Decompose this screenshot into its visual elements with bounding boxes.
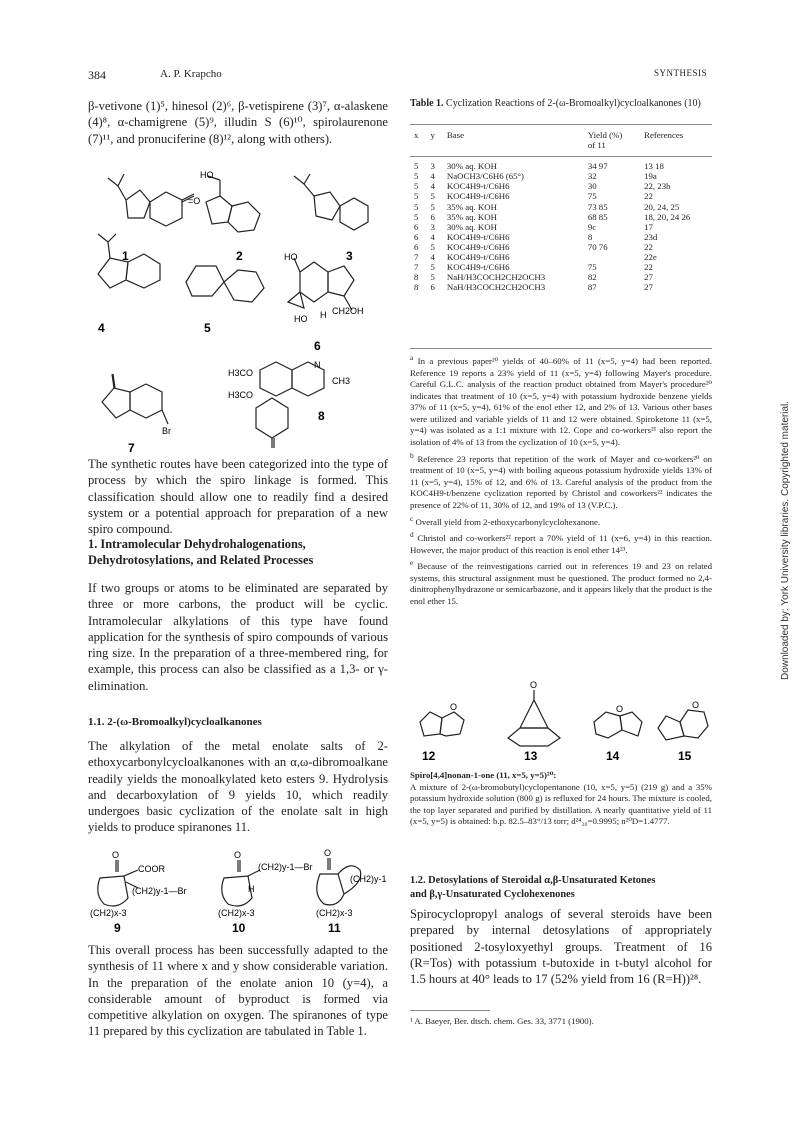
scheme-9-ring-label: (CH2)x-3 xyxy=(90,908,127,918)
struct-4-ring-b xyxy=(126,254,160,288)
table-cell-yield: 87 xyxy=(587,282,597,293)
struct-label-3: 3 xyxy=(346,249,353,263)
struct-6-ring-b xyxy=(328,266,354,296)
footnote-text: Christol and co-workers²² report a 70% yield of 11 (x=6, y=4) in this reaction. However, the major product of this reaction is enol ether 14²³. xyxy=(410,533,713,555)
table-cell-x: 5 xyxy=(414,191,419,202)
table-cell-refs: 22, 23b xyxy=(644,181,671,192)
table-cell-refs: 27 xyxy=(644,282,653,293)
struct-1-ring-b xyxy=(150,192,182,226)
table-row xyxy=(410,232,712,242)
section-1-title: 1. Intramolecular Dehydrohalogenations, Dehydrotosylations, and Related Processes xyxy=(88,537,314,567)
subsection-1-1-paragraph: The alkylation of the metal enolate salts of 2-ethoxycarbonylcycloalkanones with an α,ω-dibromoalkane readily yields the monoalkylated keto esters 9. Hydrolysis and decarboxylation of 9 yields 10, which readily undergoes basic cyclization of the enolate salt in high yields to produce spiranones 11. xyxy=(88,739,388,835)
scheme-9-10-11 xyxy=(88,848,388,934)
struct-8-dienone xyxy=(256,398,288,438)
struct-6-cyclopropane xyxy=(288,292,304,308)
table-cell-x: 6 xyxy=(414,241,419,252)
table-cell-base: KOC4H9-t/C6H6 xyxy=(446,252,510,263)
table-cell-refs: 20, 24, 25 xyxy=(644,201,680,212)
struct-15-ring-a xyxy=(680,710,708,738)
struct-15-ring-b xyxy=(658,716,684,740)
table-cell-x: 5 xyxy=(414,201,419,212)
table-cell-base: 30% aq. KOH xyxy=(446,161,497,172)
table-cell-yield: 68 85 xyxy=(587,211,608,222)
table-cell-yield: 34 97 xyxy=(587,161,608,172)
table-cell-yield: 75 xyxy=(587,191,597,202)
table-cell-base: KOC4H9-t/C6H6 xyxy=(446,262,510,273)
struct-label-8: 8 xyxy=(318,409,325,423)
struct-label-14: 14 xyxy=(606,749,620,763)
table-cell-yield: 70 76 xyxy=(587,241,608,252)
table-row xyxy=(410,202,712,212)
scheme-9-ring xyxy=(98,876,128,906)
section-1-2-title: 1.2. Detosylations of Steroidal α,β-Unsaturated Ketones and β,γ-Unsaturated Cyclohexenones xyxy=(410,875,656,900)
struct-2-ring-b xyxy=(228,202,260,232)
table-cell-refs: 22 xyxy=(644,262,653,273)
table-cell-y: 3 xyxy=(430,221,435,232)
struct-label-7: 7 xyxy=(128,441,135,455)
table-row xyxy=(410,171,712,181)
table-row xyxy=(410,252,712,262)
scheme-11-o: O xyxy=(324,848,332,858)
table-cell-y: 4 xyxy=(430,181,435,192)
table-row xyxy=(410,262,712,272)
scheme-label-10: 10 xyxy=(232,921,246,935)
enol-ether-structures xyxy=(410,680,712,764)
footnote-rule xyxy=(410,1010,490,1011)
footnote-text: Overall yield from 2-ethoxycarbonylcyclohexanone. xyxy=(415,516,601,527)
table-cell-x: 5 xyxy=(414,161,419,172)
table-cell-x: 5 xyxy=(414,171,419,182)
table-cell-x: 8 xyxy=(414,282,419,293)
final-paragraph: This overall process has been successfully adapted to the synthesis of 11 where x and y show considerable variation. In the preparation of the enolate anion 10 (y=4), a considerable amount of byproduct is formed via competitive alkylation on oxygen. The spiranones of type 11 prepared by this cyclization are tabulated in Table 1. xyxy=(88,943,388,1039)
table-cell-yield: 8 xyxy=(587,231,593,242)
table-row xyxy=(410,161,712,171)
subsection-1-1-title: 1.1. 2-(ω-Bromoalkyl)cycloalkanones xyxy=(88,716,262,728)
struct-label-4: 4 xyxy=(98,321,105,335)
scheme-9-coor: COOR xyxy=(138,864,165,874)
scheme-10-chain: (CH2)y-1—Br xyxy=(258,862,313,872)
struct-8-n: N xyxy=(314,360,321,370)
table-cell-y: 5 xyxy=(430,201,435,212)
table-cell-refs: 18, 20, 24 26 xyxy=(644,211,691,222)
table-cell-yield: 30 xyxy=(587,181,597,192)
struct-14-ring-b xyxy=(620,712,642,736)
table-cell-y: 4 xyxy=(430,252,435,263)
struct-6-ring-a xyxy=(300,262,328,302)
table-cell-y: 4 xyxy=(430,231,435,242)
struct-14-ring-a xyxy=(594,712,622,738)
footnote-text: Because of the reinvestigations carried out in references 19 and 23 on related systems, this structural assignment must be questioned. The product formed no 2,4-dinitrophenylhydrazone or semicarbazone, and it appears likely that the product is the enol ether 15. xyxy=(410,561,712,606)
table-footnote xyxy=(410,352,712,449)
struct-12-ring-a xyxy=(420,712,442,736)
struct-label-13: 13 xyxy=(524,749,538,763)
struct-7-ring-a xyxy=(102,388,130,418)
table-cell-base: NaH/H3COCH2CH2OCH3 xyxy=(446,282,546,293)
scheme-label-11: 11 xyxy=(328,921,341,935)
table-row xyxy=(410,242,712,252)
struct-6-ho-bottom: HO xyxy=(294,314,308,324)
table-cell-refs: 22e xyxy=(644,252,657,263)
scheme-10-ring-label: (CH2)x-3 xyxy=(218,908,255,918)
table-cell-refs: 27 xyxy=(644,272,653,283)
table-row xyxy=(410,222,712,232)
struct-8-h3co-2: H3CO xyxy=(228,390,254,400)
table-cell-y: 6 xyxy=(430,211,435,222)
table-cell-x: 5 xyxy=(414,181,419,192)
table-cell-x: 6 xyxy=(414,221,419,232)
struct-6-h: H xyxy=(320,310,327,320)
struct-label-2: 2 xyxy=(236,249,243,263)
struct-6-ho-top: HO xyxy=(284,252,298,262)
struct-13-bicyclic xyxy=(520,700,548,728)
table-cell-base: NaOCH3/C6H6 (65°) xyxy=(446,171,524,182)
running-journal: SYNTHESIS xyxy=(654,68,708,78)
footnote-mark: d xyxy=(410,530,414,540)
scheme-11-ring-a xyxy=(317,874,344,905)
struct-label-12: 12 xyxy=(422,749,436,763)
table-footnote xyxy=(410,529,712,556)
experimental-block xyxy=(410,770,712,828)
table-cell-refs: 22 xyxy=(644,241,653,252)
table-cell-base: 30% aq. KOH xyxy=(446,221,497,232)
struct-5-ring-a xyxy=(186,266,224,296)
footnote-mark: b xyxy=(410,450,414,460)
struct-label-15: 15 xyxy=(678,749,692,763)
table-cell-yield: 82 xyxy=(587,272,597,283)
struct-13-base xyxy=(508,728,560,746)
table-1-body xyxy=(410,161,712,292)
footnote-mark: a xyxy=(410,353,414,362)
table-1 xyxy=(410,130,712,292)
struct-2-ho: HO xyxy=(200,170,214,180)
table-cell-y: 5 xyxy=(430,241,435,252)
table-cell-y: 6 xyxy=(430,282,435,293)
table-cell-x: 5 xyxy=(414,211,419,222)
struct-12-ring-b xyxy=(440,712,464,736)
struct-13-o: O xyxy=(530,680,538,690)
table-cell-base: NaH/H3COCH2CH2OCH3 xyxy=(446,272,546,283)
table-cell-x: 7 xyxy=(414,252,419,263)
footnote-mark: c xyxy=(410,513,414,523)
struct-1-ring-a xyxy=(126,190,150,218)
table-cell-refs: 22 xyxy=(644,191,653,202)
struct-8-ch3: CH3 xyxy=(332,376,351,386)
struct-label-5: 5 xyxy=(204,321,211,335)
intro-paragraph: β-vetivone (1)⁵, hinesol (2)⁶, β-vetispirene (3)⁷, α-alaskene (4)⁸, α-chamigrene (5)⁹, illudin S (6)¹⁰, spirolaurenone (7)¹¹, and pronuciferine (8)¹², along with others). xyxy=(88,99,388,146)
experimental-title: Spiro[4,4]nonan-1-one (11, x=5, y=5)²⁰: xyxy=(410,770,557,780)
footnote-1: ¹ A. Baeyer, Ber. dtsch. chem. Ges. 33, 3771 (1900). xyxy=(410,1016,594,1026)
page-number: 384 xyxy=(88,68,106,82)
routes-paragraph: The synthetic routes have been categorized into the type of process by which the spiro linkage is formed. This classification should allow one to readily find a desired system or a potential approach for preparation of a new spiro compound. xyxy=(88,457,388,537)
table-cell-y: 4 xyxy=(430,171,435,182)
footnote-mark: e xyxy=(410,558,414,568)
table-1-footnotes xyxy=(410,352,712,608)
scheme-10-o: O xyxy=(234,850,242,860)
experimental-text: A mixture of 2-(ω-bromobutyl)cyclopentanone (10, x=5, y=5) (219 g) and a 35% potassium hydroxide solution (800 g) is refluxed for 24 hours. The mixture is cooled, the top layer separated and purified by distillation. A nearly quantitative yield of 11 (x=5, y=5) is obtained: b.p. 82.5–83°/13 torr; d²⁴₂₀=0.9995; n²⁰D=1.4777. xyxy=(410,781,712,827)
struct-14-o: O xyxy=(616,704,624,714)
scheme-10-h: H xyxy=(248,884,255,894)
table-cell-base: KOC4H9-t/C6H6 xyxy=(446,181,510,192)
table-1-bottom-rule xyxy=(410,348,712,349)
table-cell-yield: 32 xyxy=(587,171,597,182)
struct-8-ring-a xyxy=(260,362,292,396)
scheme-label-9: 9 xyxy=(114,921,121,935)
struct-15-o: O xyxy=(692,700,700,710)
table-cell-base: 35% aq. KOH xyxy=(446,201,497,212)
struct-8-h3co-1: H3CO xyxy=(228,368,254,378)
table-footnote xyxy=(410,557,712,607)
table-cell-yield: 75 xyxy=(587,262,597,273)
table-cell-yield: 9c xyxy=(587,221,597,232)
struct-1-o: =O xyxy=(188,196,201,206)
table-cell-base: 35% aq. KOH xyxy=(446,211,497,222)
scheme-9-chain: (CH2)y-1—Br xyxy=(132,886,187,896)
table-row xyxy=(410,181,712,191)
table-cell-yield: 73 85 xyxy=(587,201,608,212)
table-cell-yield xyxy=(584,252,640,262)
struct-3-ring-b xyxy=(340,198,368,230)
footnote-text: Reference 23 reports that repetition of the work of Mayer and co-workers²⁰ on treatment of 10 (x=5, y=4) with boiling aqueous potassium hydroxide yields 13% of 11 (x=5, y=4), 15% of 12, and 6% of 13. Careful analysis of the product from the KOC4H9-t/benzene cyclization reported by Christol and coworkers²² indicates the presence of 22% of 11, 30% of 12, and 19% of 13 (V.P.C.). xyxy=(410,453,712,510)
table-cell-refs: 13 18 xyxy=(644,161,664,172)
table-cell-y: 5 xyxy=(430,262,435,273)
struct-5-ring-b xyxy=(224,270,264,302)
table-cell-x: 6 xyxy=(414,231,419,242)
download-notice: Downloaded by: York University libraries. Copyrighted material. xyxy=(780,400,791,680)
table-footnote xyxy=(410,513,712,529)
footnote-text: In a previous paper²⁰ yields of 40–60% of 11 (x=5, y=4) had been reported. Reference 19 reports a 23% yield of 11 (x=5, y=4) following Mayer's procedure. Careful G.L.C. analysis of the reaction product obtained from Mayer's procedure²⁰ indicates that treatment of 10 (x=5, y=4) with potassium hydroxide benzene yields 37% of 11 (x=5, y=4), 61% of the enol ether 12, and 2% of 13. Various other bases were utilized and variable yields of 11 and 12 were obtained. Spiroketone 11 (x=5, y=4) was isolated as a 1:1 mixture with 12. Cope and co-workers²¹ also report the isolation of 4% of 13 from the cyclization of 10 (x=5, y=4). xyxy=(410,355,712,448)
table-cell-refs: 23d xyxy=(644,231,658,242)
section-1-2-paragraph: Spirocyclopropyl analogs of several steroids have been prepared by internal detosylations of appropriately positioned 2-tosyloxyethyl groups. Treatment of 16 (R=Tos) with potassium t-butoxide in t-butyl alcohol for 1.5 hours at 40° leads to 17 (52% yield from 16 (R=H))²⁸. xyxy=(410,907,712,987)
struct-label-6: 6 xyxy=(314,339,321,353)
running-author: A. P. Krapcho xyxy=(160,68,222,80)
struct-6-ch2oh: CH2OH xyxy=(332,306,364,316)
table-cell-x: 8 xyxy=(414,272,419,283)
table-row xyxy=(410,282,712,292)
table-cell-refs: 19a xyxy=(644,171,657,182)
table-footnote xyxy=(410,450,712,512)
table-row xyxy=(410,272,712,282)
struct-7-br: Br xyxy=(162,426,171,436)
table-cell-refs: 17 xyxy=(644,221,653,232)
scheme-11-chain: (CH2)y-1 xyxy=(350,874,387,884)
scheme-9-o: O xyxy=(112,850,120,860)
struct-7-ring-b xyxy=(130,384,162,418)
struct-3-ring-a xyxy=(314,192,340,220)
section-1-paragraph: If two groups or atoms to be eliminated are separated by three or more carbons, the product will be cyclic. Intramolecular alkylations of this type have found application for the synthesis of spiro compounds of various ring size. In the preparation of a three-membered ring, for example, this process can also be classified as a 1,3- or γ-elimination. xyxy=(88,581,388,693)
struct-label-1: 1 xyxy=(122,249,129,263)
struct-12-o: O xyxy=(450,702,458,712)
table-row xyxy=(410,191,712,201)
table-cell-y: 5 xyxy=(430,191,435,202)
table-1-title: Table 1. Cyclization Reactions of 2-(ω-Bromoalkyl)cycloalkanones (10) xyxy=(410,98,701,109)
table-row xyxy=(410,212,712,222)
table-header-row: x y Base Yield (%) of 11 References xyxy=(414,130,684,151)
scheme-11-ring-label: (CH2)x-3 xyxy=(316,908,353,918)
table-1-top-rule xyxy=(410,124,712,125)
table-cell-y: 3 xyxy=(430,161,435,172)
natural-products-structures xyxy=(88,162,388,462)
table-cell-base: KOC4H9-t/C6H6 xyxy=(446,231,510,242)
table-cell-base: KOC4H9-t/C6H6 xyxy=(446,191,510,202)
table-cell-base: KOC4H9-t/C6H6 xyxy=(446,241,510,252)
table-cell-x: 7 xyxy=(414,262,419,273)
table-cell-y: 5 xyxy=(430,272,435,283)
